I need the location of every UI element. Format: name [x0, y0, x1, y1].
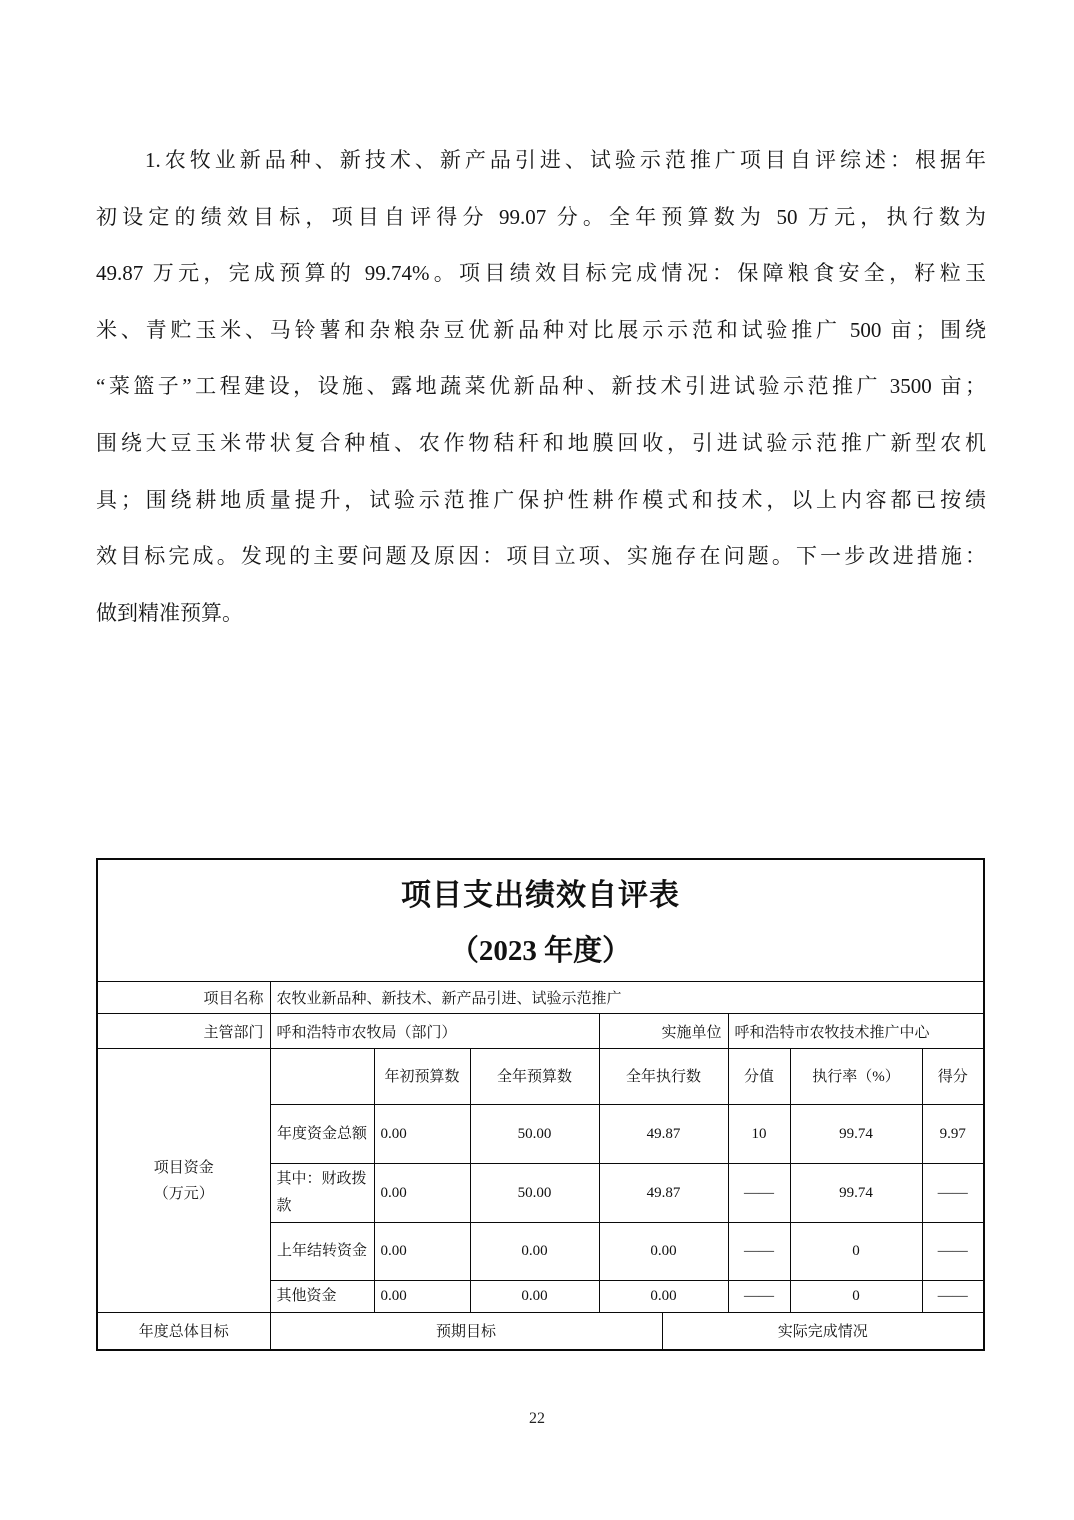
paragraph-line: 1.农牧业新品种、新技术、新产品引进、试验示范推广项目自评综述：根据年 — [145, 148, 986, 172]
fund-begin-value: 0.00 — [374, 1105, 470, 1164]
header-weight: 分值 — [728, 1049, 790, 1105]
funds-label-line2: （万元） — [153, 1185, 214, 1202]
fund-begin-value: 0.00 — [374, 1223, 470, 1281]
paragraph-line: 围绕大豆玉米带状复合种植、农作物秸秆和地膜回收，引进试验示范推广新型农机 — [96, 430, 986, 455]
paragraph-line: 49.87 万元，完成预算的 99.74%。项目绩效目标完成情况：保障粮食安全，籽粒玉 — [96, 261, 986, 286]
performance-self-evaluation-table — [96, 858, 985, 1351]
page-number: 22 — [529, 1410, 545, 1427]
department-row — [97, 1014, 984, 1049]
expected-goal-header: 预期目标 — [270, 1313, 662, 1350]
paragraph-line: “菜篮子”工程建设，设施、露地蔬菜优新品种、新技术引进试验示范推广 3500 亩； — [96, 374, 986, 399]
fund-rate-value: 99.74 — [790, 1164, 922, 1223]
fund-budget-value: 50.00 — [470, 1105, 599, 1164]
fund-score-value: —— — [922, 1164, 984, 1223]
annual-goal-label: 年度总体目标 — [97, 1313, 270, 1350]
fund-budget-value: 0.00 — [470, 1281, 599, 1313]
fund-exec-value: 0.00 — [599, 1281, 728, 1313]
table-title: 项目支出绩效自评表 — [401, 879, 681, 912]
fund-score-value: —— — [922, 1281, 984, 1313]
header-score: 得分 — [922, 1049, 984, 1105]
funds-header-row — [97, 1049, 984, 1105]
funds-label-line1: 项目资金 — [153, 1159, 214, 1176]
fund-row-label: 上年结转资金 — [270, 1223, 374, 1281]
fund-exec-value: 49.87 — [599, 1164, 728, 1223]
fund-budget-value: 0.00 — [470, 1223, 599, 1281]
actual-completion-header: 实际完成情况 — [662, 1313, 984, 1350]
self-evaluation-paragraph — [96, 132, 986, 641]
fund-rate-value: 0 — [790, 1281, 922, 1313]
fund-weight-value: 10 — [728, 1105, 790, 1164]
header-year-exec: 全年执行数 — [599, 1049, 728, 1105]
header-exec-rate: 执行率（%） — [790, 1049, 922, 1105]
table-title-cell — [97, 859, 984, 982]
fund-weight-value: —— — [728, 1281, 790, 1313]
project-name-label: 项目名称 — [97, 982, 270, 1014]
paragraph-line: 初设定的绩效目标，项目自评得分 99.07 分。全年预算数为 50 万元，执行数为 — [96, 204, 986, 229]
funds-section-label — [97, 1049, 270, 1313]
annual-goal-row — [97, 1313, 984, 1350]
project-name-row — [97, 982, 984, 1014]
fund-row-label: 年度资金总额 — [270, 1105, 374, 1164]
fund-budget-value: 50.00 — [470, 1164, 599, 1223]
paragraph-line: 效目标完成。发现的主要问题及原因：项目立项、实施存在问题。下一步改进措施： — [96, 544, 986, 569]
fund-begin-value: 0.00 — [374, 1281, 470, 1313]
fund-row-label: 其中：财政拨款 — [270, 1164, 374, 1223]
table-title-row — [97, 859, 984, 982]
fund-weight-value: —— — [728, 1223, 790, 1281]
dept-label: 主管部门 — [97, 1014, 270, 1049]
paragraph-line: 米、青贮玉米、马铃薯和杂粮杂豆优新品种对比展示示范和试验推广 500 亩；围绕 — [96, 317, 986, 342]
paragraph-line: 具；围绕耕地质量提升，试验示范推广保护性耕作模式和技术，以上内容都已按绩 — [96, 487, 986, 512]
fund-rate-value: 99.74 — [790, 1105, 922, 1164]
fund-exec-value: 0.00 — [599, 1223, 728, 1281]
fund-begin-value: 0.00 — [374, 1164, 470, 1223]
table-subtitle: （2023 年度） — [449, 935, 632, 967]
header-begin-budget: 年初预算数 — [374, 1049, 470, 1105]
paragraph-line: 做到精准预算。 — [96, 600, 243, 625]
impl-label: 实施单位 — [599, 1014, 728, 1049]
fund-weight-value: —— — [728, 1164, 790, 1223]
fund-score-value: 9.97 — [922, 1105, 984, 1164]
blank-header-cell — [270, 1049, 374, 1105]
fund-score-value: —— — [922, 1223, 984, 1281]
project-name-value: 农牧业新品种、新技术、新产品引进、试验示范推广 — [270, 982, 984, 1014]
header-year-budget: 全年预算数 — [470, 1049, 599, 1105]
fund-row-label: 其他资金 — [270, 1281, 374, 1313]
fund-exec-value: 49.87 — [599, 1105, 728, 1164]
fund-rate-value: 0 — [790, 1223, 922, 1281]
impl-value: 呼和浩特市农牧技术推广中心 — [728, 1014, 984, 1049]
dept-value: 呼和浩特市农牧局（部门） — [270, 1014, 599, 1049]
